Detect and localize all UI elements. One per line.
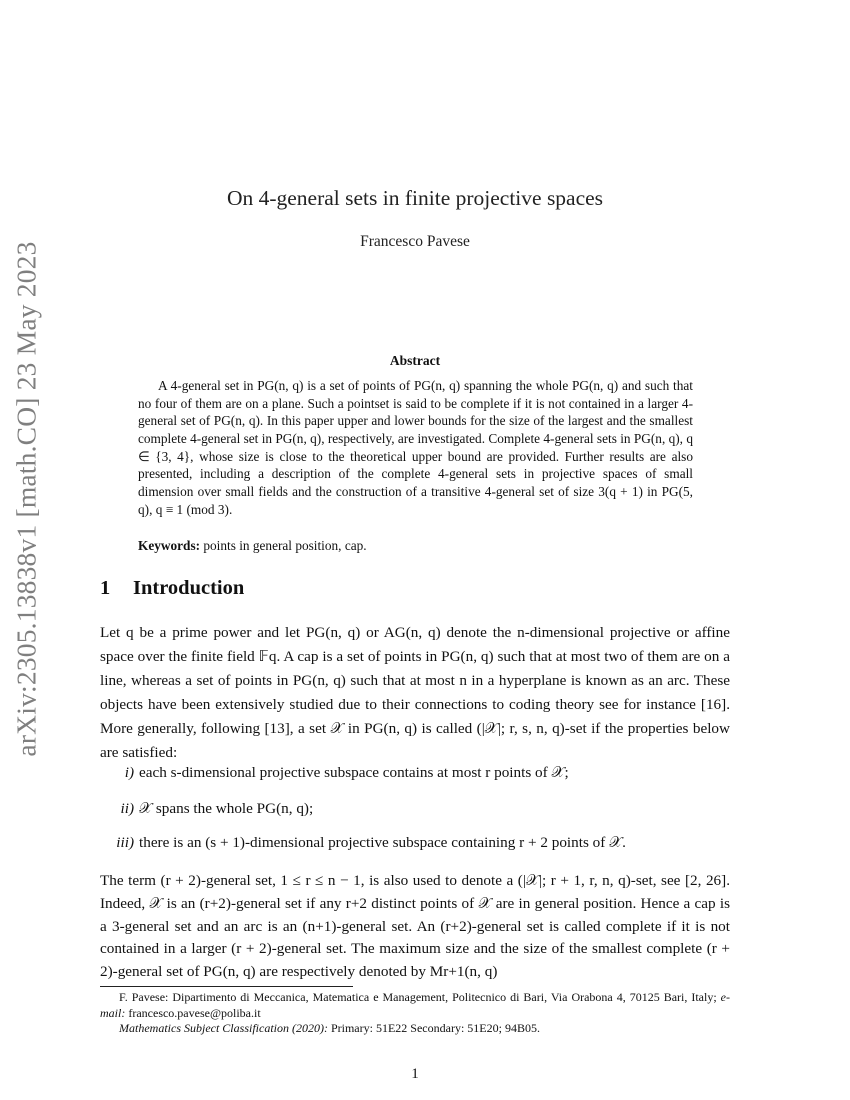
section-number: 1 bbox=[100, 577, 111, 599]
property-label: iii) bbox=[116, 834, 134, 851]
intro-paragraph: Let q be a prime power and let PG(n, q) or AG(n, q) denote the n-dimensional projective or affine space over the finite field 𝔽q. A cap is a set of points in PG(n, q) such that at most two of them are on a line, whereas a set of points in PG(n, q) such that at most n in a hyperplane is known as an arc. These objects have been extensively studied due to their connections to coding theory see for instance [16]. More generally, following [13], a set 𝒳 in PG(n, q) is called (|𝒳|; r, s, n, q)-set if the properties below are satisfied: bbox=[100, 624, 730, 761]
property-label: ii) bbox=[120, 800, 134, 817]
arxiv-stamp-text: arXiv:2305.13838v1 [math.CO] 23 May 2023 bbox=[11, 241, 43, 757]
property-item bbox=[100, 800, 730, 818]
property-text: each s-dimensional projective subspace contains at most r points of 𝒳; bbox=[139, 764, 569, 781]
property-label: i) bbox=[124, 764, 134, 781]
page-number: 1 bbox=[411, 1066, 419, 1082]
footnote-msc: Primary: 51E22 Secondary: 51E20; 94B05. bbox=[330, 1021, 540, 1035]
footnote-email-label: e-mail: bbox=[100, 990, 730, 1020]
paper-author: Francesco Pavese bbox=[360, 233, 470, 250]
arxiv-stamp bbox=[7, 235, 47, 763]
property-text: 𝒳 spans the whole PG(n, q); bbox=[139, 800, 314, 817]
footnote-msc-label: Mathematics Subject Classification (2020): bbox=[119, 1021, 328, 1035]
paper-title: On 4-general sets in finite projective spaces bbox=[226, 186, 604, 210]
footnote-email[interactable]: francesco.pavese@poliba.it bbox=[128, 1005, 261, 1020]
property-item bbox=[100, 764, 730, 782]
footnote-affiliation: F. Pavese: Dipartimento di Meccanica, Matematica e Management, Politecnico di Bari, Via Orabona 4, 70125 Bari, Italy; bbox=[119, 990, 717, 1004]
keywords-text: points in general position, cap. bbox=[203, 538, 367, 553]
footnote-msc-line bbox=[100, 1021, 730, 1037]
footnote bbox=[100, 990, 730, 1037]
property-item bbox=[100, 834, 730, 852]
section-heading bbox=[100, 577, 244, 600]
section-title: Introduction bbox=[133, 577, 245, 599]
property-text: there is an (s + 1)-dimensional projective subspace containing r + 2 points of 𝒳. bbox=[139, 834, 626, 851]
keywords bbox=[138, 538, 693, 554]
keywords-label: Keywords: bbox=[138, 538, 201, 553]
footnote-affiliation-line bbox=[100, 990, 730, 1021]
abstract-heading: Abstract bbox=[389, 353, 441, 368]
footnote-rule bbox=[100, 986, 353, 987]
abstract-body: A 4-general set in PG(n, q) is a set of points of PG(n, q) spanning the whole PG(n, q) and such that no four of them are on a plane. Such a pointset is said to be complete if it is not contained in a larger 4-general set of PG(n, q). In this paper upper and lower bounds for the size of the largest and the smallest complete 4-general set in PG(n, q), respectively, are investigated. Complete 4-general sets in PG(n, q), q ∈ {3, 4}, whose size is close to the theoretical upper bound are provided. Further results are also presented, including a description of the complete 4-general sets in projective spaces of small dimension over small fields and the construction of a transitive 4-general set of size 3(q + 1) in PG(5, q), q ≡ 1 (mod 3). bbox=[138, 378, 693, 517]
intro-paragraph-2: The term (r + 2)-general set, 1 ≤ r ≤ n − 1, is also used to denote a (|𝒳|; r + 1, r, n, q)-set, see [2, 26]. Indeed, 𝒳 is an (r+2)-general set if any r+2 distinct points of 𝒳 are in general position. Hence a cap is a 3-general set and an arc is an (n+1)-general set. An (r+2)-general set is called complete if it is not contained in a larger (r + 2)-general set. The maximum size and the size of the smallest complete (r + 2)-general set of PG(n, q) are respectively denoted by Mr+1(n, q) bbox=[100, 872, 730, 981]
